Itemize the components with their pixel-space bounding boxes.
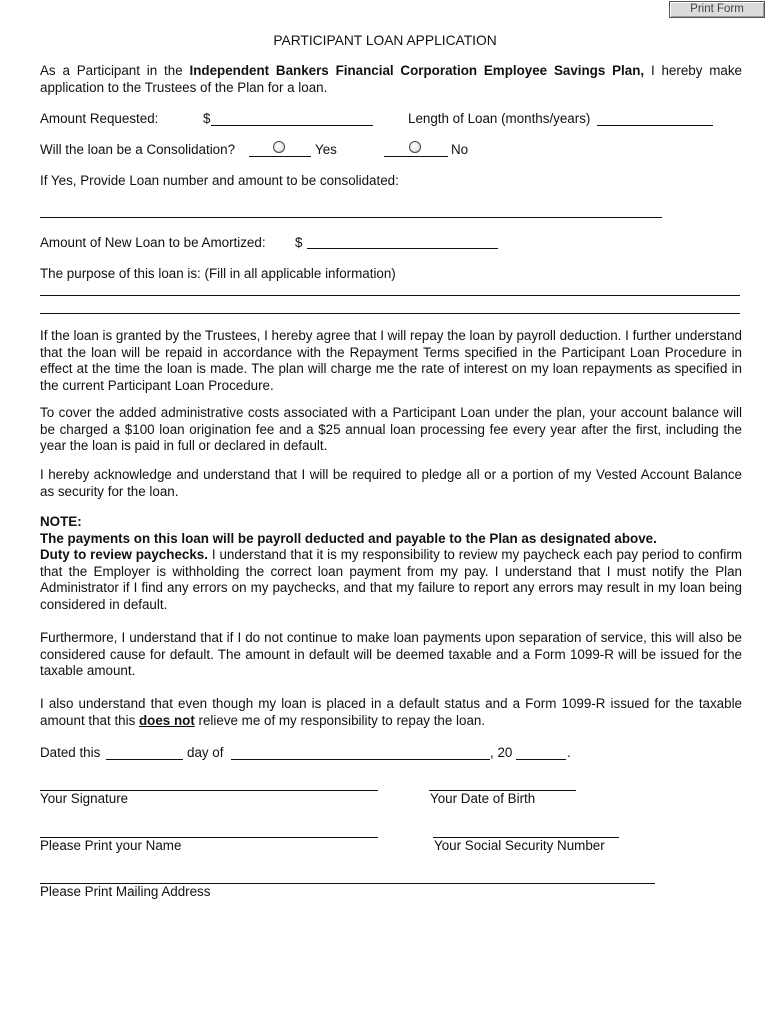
note-payroll: The payments on this loan will be payroll deducted and payable to the Plan as designated above. [40, 530, 657, 546]
address-input[interactable] [42, 867, 653, 882]
day-input[interactable] [108, 744, 181, 759]
intro-prefix: As a Participant in the [40, 63, 190, 78]
consolidation-detail-input[interactable] [42, 201, 660, 216]
intro-paragraph [40, 63, 742, 96]
obligation-prefix: I also understand that even though my loan is placed in a default status and a Form 1099-R issued for the taxable amount that this [40, 696, 742, 728]
amount-requested-input[interactable] [213, 110, 371, 125]
consolidation-no-label: No [451, 142, 469, 157]
dated-this-label: Dated this [40, 745, 101, 760]
dob-input[interactable] [431, 774, 574, 789]
purpose-input-1[interactable] [42, 280, 738, 294]
consolidation-no-line [384, 156, 448, 157]
month-line [231, 759, 490, 760]
consolidation-question: Will the loan be a Consolidation? [40, 142, 236, 157]
amortized-dollar: $ [295, 235, 303, 250]
ssn-label: Your Social Security Number [434, 838, 605, 853]
loan-length-input[interactable] [599, 110, 711, 125]
amount-requested-line [211, 125, 373, 126]
obligation-paragraph [40, 696, 742, 729]
obligation-suffix: relieve me of my responsibility to repay the loan. [194, 712, 486, 728]
plan-name: Independent Bankers Financial Corporation Employee Savings Plan, [189, 63, 645, 78]
consolidation-detail-label: If Yes, Provide Loan number and amount to be consolidated: [40, 173, 399, 188]
address-label: Please Print Mailing Address [40, 884, 211, 899]
day-line [106, 759, 183, 760]
consolidation-yes-line [249, 156, 311, 157]
note-section [40, 514, 742, 614]
note-heading: NOTE: [40, 514, 82, 529]
duty-heading: Duty to review paychecks. [40, 547, 208, 563]
purpose-label: The purpose of this loan is: (Fill in all applicable information) [40, 266, 396, 281]
duty-text: I understand that it is my responsibility to review my paycheck each pay period to confirm that the Employer is withholding the correct loan payment from my pay. I understand that I must notify the Plan Administrator if I find any errors on my paychecks, and that my failure to report any errors may result in my loan being considered in default. [40, 547, 742, 612]
day-of-label: day of [187, 745, 224, 760]
consolidation-yes-radio[interactable] [273, 141, 285, 153]
dob-label: Your Date of Birth [430, 791, 536, 806]
year-period: . [567, 745, 571, 760]
amortized-line [307, 248, 498, 249]
purpose-line-1 [40, 295, 740, 296]
month-input[interactable] [233, 744, 488, 759]
year-line [516, 759, 566, 760]
form-title: PARTICIPANT LOAN APPLICATION [273, 33, 497, 48]
default-paragraph: Furthermore, I understand that if I do not continue to make loan payments upon separation of service, this will also be considered cause for default. The amount in default will be deemed taxable and a Form 1099-R will be issued for the taxable amount. [40, 630, 742, 679]
purpose-line-2 [40, 313, 740, 314]
signature-label: Your Signature [40, 791, 129, 806]
amortized-label: Amount of New Loan to be Amortized: [40, 235, 266, 250]
pledge-paragraph: I hereby acknowledge and understand that I will be required to pledge all or a portion of my Vested Account Balance as security for the loan. [40, 467, 742, 499]
amortized-input[interactable] [309, 233, 496, 248]
purpose-input-2[interactable] [42, 298, 738, 312]
ssn-input[interactable] [435, 821, 617, 836]
signature-input[interactable] [42, 774, 376, 789]
does-not-emphasis: does not [139, 712, 195, 728]
loan-length-label: Length of Loan (months/years) [408, 111, 591, 126]
consolidation-no-radio[interactable] [409, 141, 421, 153]
amount-requested-label: Amount Requested: [40, 111, 159, 126]
print-name-input[interactable] [42, 821, 376, 836]
loan-length-line [597, 125, 713, 126]
print-name-label: Please Print your Name [40, 838, 182, 853]
intro-suffix: I hereby make application to the Trustees of the Plan for a loan. [40, 63, 742, 95]
repayment-paragraph: If the loan is granted by the Trustees, I hereby agree that I will repay the loan by payroll deduction. I further understand that the loan will be repaid in accordance with the Repayment Terms specified in the Participant Loan Procedure in effect at the time the loan is made. The plan will charge me the rate of interest on my loan repayments as specified in the current Participant Loan Procedure. [40, 328, 742, 393]
year-prefix-label: , 20 [490, 745, 513, 760]
print-form-button[interactable]: Print Form [669, 1, 765, 18]
amount-requested-dollar: $ [203, 111, 211, 126]
consolidation-yes-label: Yes [315, 142, 337, 157]
year-input[interactable] [518, 744, 564, 759]
consolidation-detail-line [40, 217, 662, 218]
fees-paragraph: To cover the added administrative costs associated with a Participant Loan under the plan, your account balance will be charged a $100 loan origination fee and a $25 annual loan processing fee every year after the first, including the year the loan is paid in full or declared in default. [40, 405, 742, 454]
